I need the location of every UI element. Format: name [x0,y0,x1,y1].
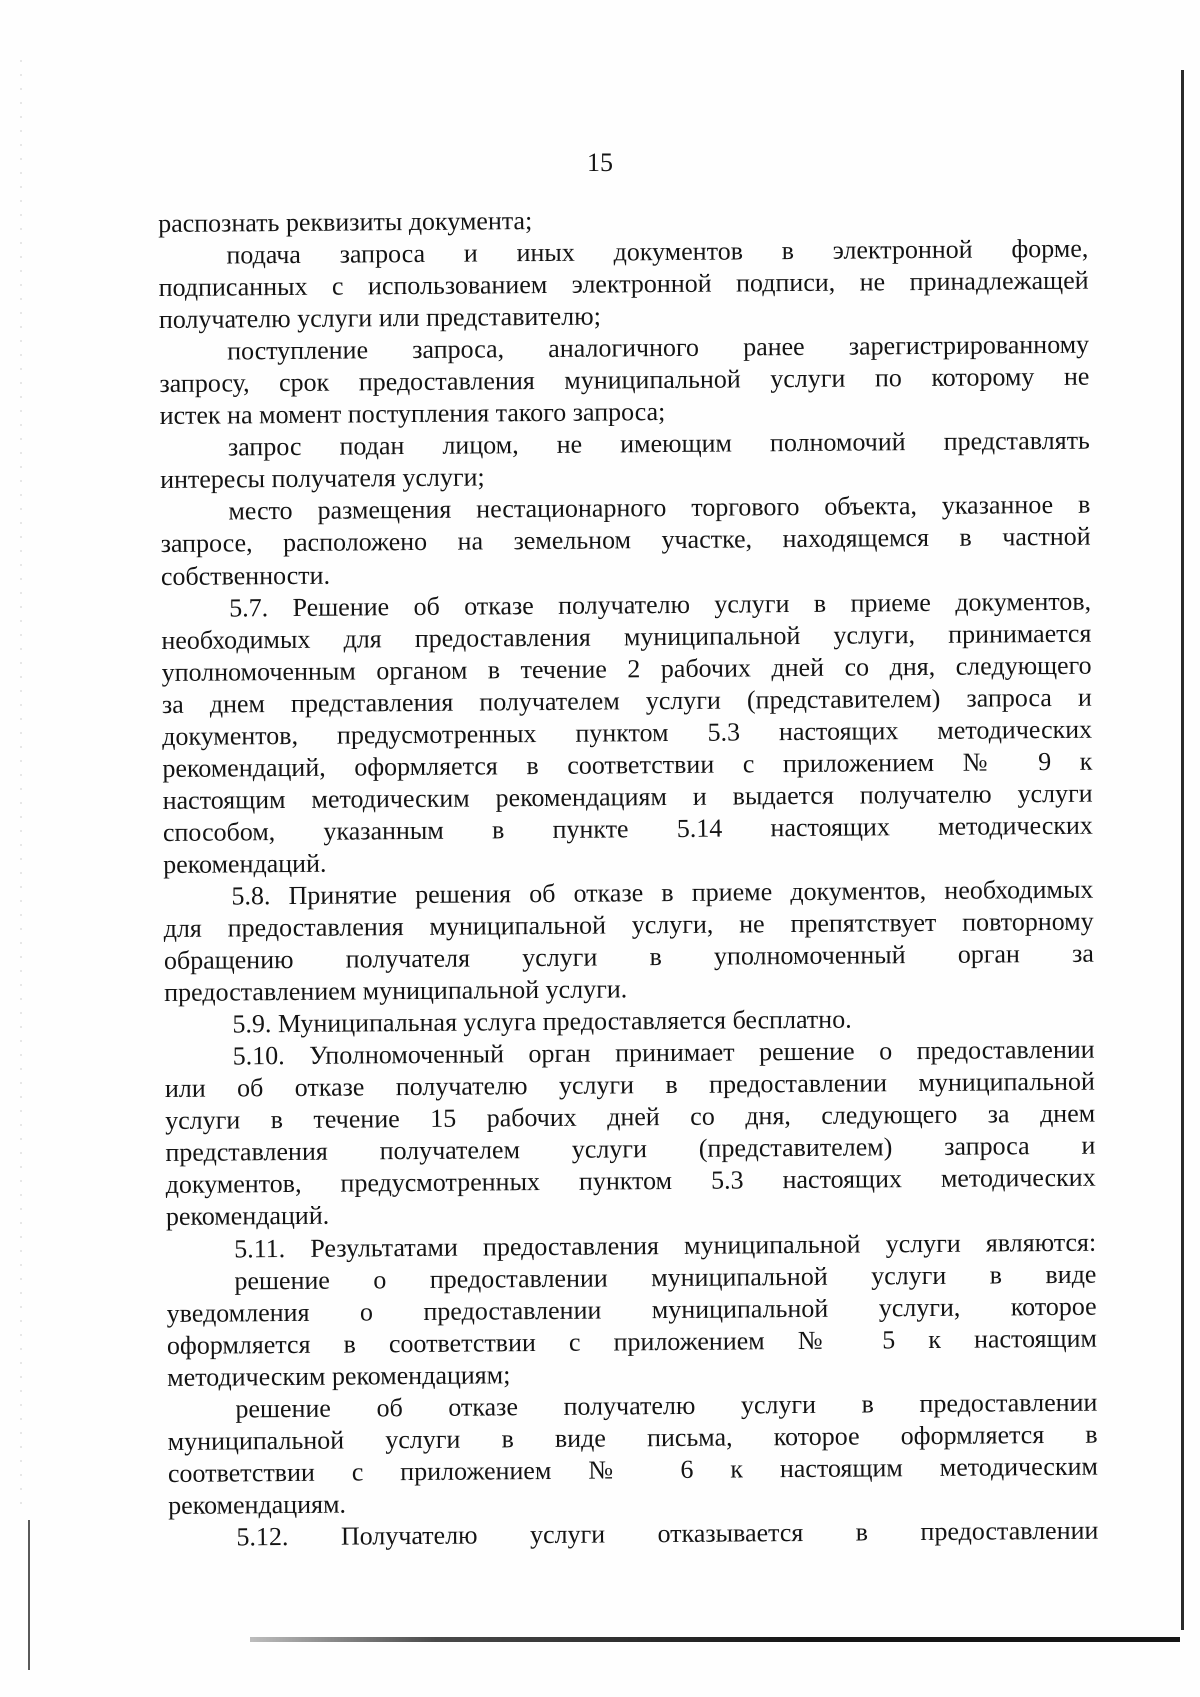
text-line: 5.10. Уполномоченный орган принимает решение о предоставлении [232,1034,1095,1071]
text-line: собственности. [160,560,331,591]
text-line: документов, предусмотренных пунктом 5.3 настоящих методических [165,1163,1096,1200]
text-line: способом, указанным в пункте 5.14 настоящих методических [162,810,1093,847]
text-line: для предоставления муниципальной услуги, не препятствует повторному [163,906,1094,944]
text-line: обращению получателя услуги в уполномоченный орган за [163,938,1094,976]
text-line: интересы получателя услуги; [160,462,485,495]
document-body [158,201,1099,1554]
text-line: получателю услуги или представителю; [158,301,601,335]
text-line: 5.12. Получателю услуги отказывается в предоставлении [236,1515,1099,1552]
text-line: рекомендаций. [165,1201,330,1232]
text-line: место размещения нестационарного торгового объекта, указанное в [228,490,1091,526]
text-line: предоставлением муниципальной услуги. [164,974,628,1008]
text-line: за днем представления получателем услуги (представителем) запроса и [161,682,1092,719]
text-line: 5.9. Муниципальная услуга предоставляется бесплатно. [232,1004,852,1039]
text-line: документов, предусмотренных пунктом 5.3 настоящих методических [162,714,1093,751]
text-line: рекомендаций. [163,848,327,879]
text-line: решение об отказе получателю услуги в предоставлении [235,1387,1098,1424]
text-line: методическим рекомендациям; [167,1359,511,1392]
text-line: 5.7. Решение об отказе получателю услуги в приеме документов, [229,586,1092,623]
text-line: 5.8. Принятие решения об отказе в приеме документов, необходимых [231,874,1094,911]
text-line: необходимых для предоставления муниципальной услуги, принимается [161,618,1092,655]
text-line: поступление запроса, аналогичного ранее зарегистрированному [227,329,1090,366]
text-line: услуги в течение 15 рабочих дней со дня, следующего за днем [165,1098,1096,1136]
scan-artifact-left [20,60,22,1510]
text-line: уведомления о предоставлении муниципальной услуги, которое [166,1291,1097,1328]
scan-edge-right [1181,70,1184,1630]
text-line: муниципальной услуги в виде письма, которое оформляется в [167,1419,1098,1456]
text-line: рекомендациям. [168,1489,347,1520]
text-line: запросу, срок предоставления муниципальной услуги по которому не [159,361,1090,399]
text-line: решение о предоставлении муниципальной услуги в виде [234,1259,1097,1295]
text-line: запрос подан лицом, не имеющим полномочий представлять [227,426,1090,462]
text-line: представления получателем услуги (представителем) запроса и [165,1131,1096,1168]
text-line: рекомендаций, оформляется в соответствии с приложением № 9 к [162,746,1093,783]
text-line: 5.11. Результатами предоставления муниципальной услуги являются: [234,1227,1097,1263]
page-number: 15 [587,148,613,177]
text-line: или об отказе получателю услуги в предоставлении муниципальной [164,1066,1096,1104]
text-line: уполномоченным органом в течение 2 рабочих дней со дня, следующего [161,650,1092,687]
text-line: оформляется в соответствии с приложением № 5 к настоящим [166,1323,1098,1360]
text-line: распознать реквизиты документа; [158,206,533,238]
text-line: истек на момент поступления такого запроса; [159,397,666,431]
text-line: подача запроса и иных документов в электронной форме, [226,233,1089,270]
scan-edge-bottom [250,1637,1180,1642]
text-line: соответствии с приложением № 6 к настоящим методическим [167,1451,1099,1488]
scan-edge-left [28,1520,30,1670]
text-line: подписанных с использованием электронной подписи, не принадлежащей [158,265,1089,303]
text-line: настоящим методическим рекомендациям и выдается получателю услуги [162,778,1093,815]
text-line: запросе, расположено на земельном участке, находящемся в частной [160,522,1091,559]
